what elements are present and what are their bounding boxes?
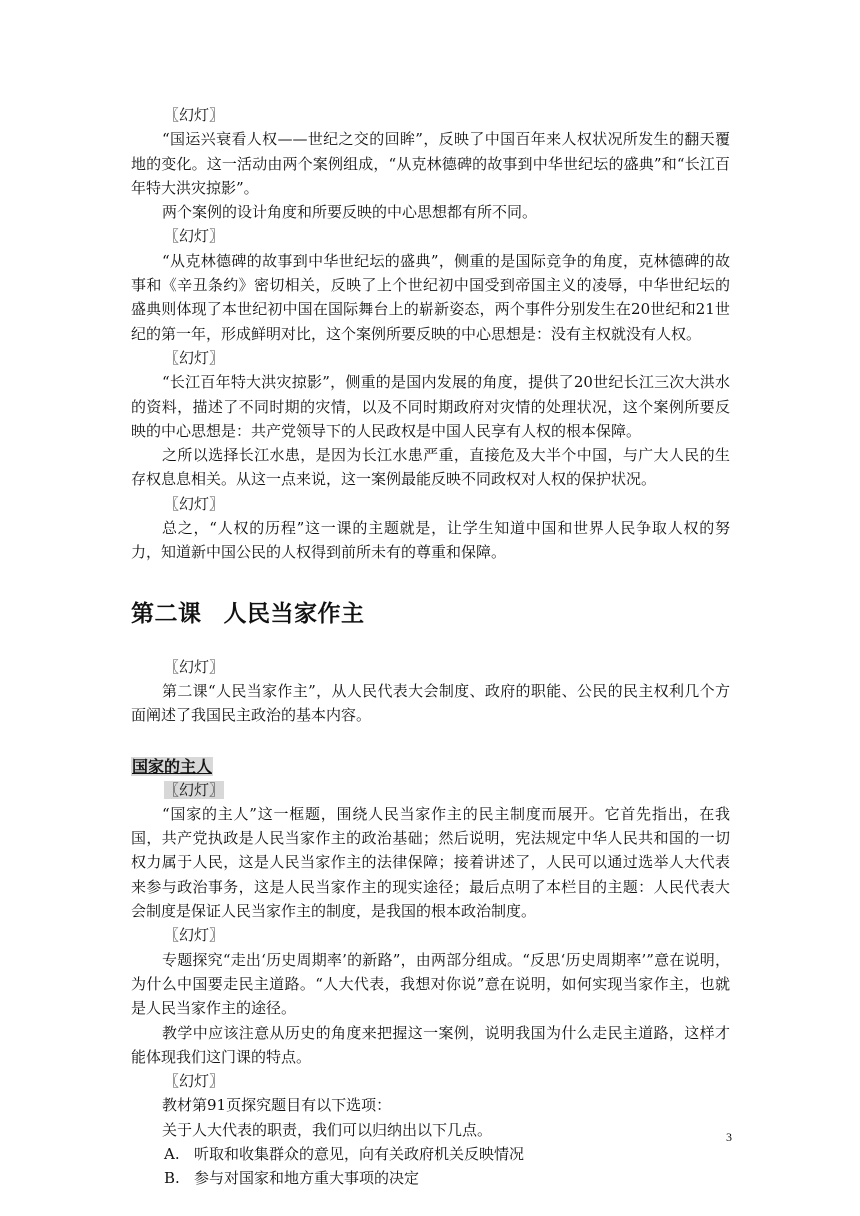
- paragraph: 两个案例的设计角度和所要反映的中心思想都有所不同。: [162, 203, 538, 222]
- paragraph: “从克林德碑的故事到中华世纪坛的盛典”，侧重的是国际竞争的角度，克林德碑的故事和《辛丑条约》密切相关，反映了上个世纪初中国受到帝国主义的凌辱，中华世纪坛的盛典则体现了本世纪初中国在国际舞台上的崭新姿态，两个事件分别发生在20世纪和21世纪的第一年，形成鲜明对比，这个案例所要反映的中心思想是：没有主权就没有人权。: [131, 251, 730, 343]
- slide-marker: [131, 923, 730, 947]
- option-item: [131, 1166, 730, 1190]
- slide-marker-text: 〖幻灯〗: [164, 494, 225, 513]
- slide-marker: [131, 103, 730, 127]
- paragraph: 教学中应该注意从历史的角度来把握这一案例，说明我国为什么走民主道路，这样才能体现我们这门课的特点。: [131, 1023, 730, 1066]
- paragraph: 专题探究“走出‘历史周期率’的新路”，由两部分组成。“反思‘历史周期率’”意在说明，为什么中国要走民主道路。“人大代表，我想对你说”意在说明，如何实现当家作主，也就是人民当家作主的途径。: [131, 950, 730, 1018]
- slide-marker-text: 〖幻灯〗: [164, 106, 225, 124]
- intro-section: [131, 103, 730, 565]
- paragraph: “长江百年特大洪灾掠影”，侧重的是国内发展的角度，提供了20世纪长江三次大洪水的资料，描述了不同时期的灾情，以及不同时期政府对灾情的处理状况，这个案例所要反映的中心思想是：共产党领导下的人民政权是中国人民享有人权的根本保障。: [131, 373, 730, 440]
- paragraph: “国运兴衰看人权——世纪之交的回眸”，反映了中国百年来人权状况所发生的翻天覆地的变化。这一活动由两个案例组成，“从克林德碑的故事到中华世纪坛的盛典”和“长江百年特大洪灾掠影”。: [131, 130, 730, 197]
- option-item: [131, 1142, 730, 1166]
- slide-marker-text: 〖幻灯〗: [164, 657, 225, 676]
- slide-marker-text: 〖幻灯〗: [164, 926, 225, 945]
- section-heading-text: 国家的主人: [132, 756, 213, 776]
- slide-marker-text: 〖幻灯〗: [164, 780, 225, 799]
- slide-marker: [131, 1069, 730, 1093]
- lesson-intro-section: [131, 655, 730, 728]
- document-page: [131, 103, 730, 1191]
- slide-marker: [131, 224, 730, 248]
- lesson-title: 人民当家作主: [223, 600, 365, 627]
- paragraph: 之所以选择长江水患，是因为长江水患严重，直接危及大半个中国，与广大人民的生存权息息相关。从这一点来说，这一案例最能反映不同政权对人权的保护状况。: [131, 446, 730, 489]
- slide-marker: [131, 346, 730, 370]
- slide-marker-text: 〖幻灯〗: [164, 227, 225, 246]
- option-letter: B.: [164, 1169, 180, 1188]
- option-letter: A.: [164, 1144, 180, 1163]
- option-text: 参与对国家和地方重大事项的决定: [194, 1169, 420, 1188]
- paragraph: 第二课“人民当家作主”，从人民代表大会制度、政府的职能、公民的民主权利几个方面阐述了我国民主政治的基本内容。: [131, 681, 730, 725]
- option-text: 听取和收集群众的意见，向有关政府机关反映情况: [194, 1144, 525, 1163]
- section-body: [131, 778, 730, 1191]
- slide-marker-text: 〖幻灯〗: [164, 1072, 225, 1091]
- lesson-heading: [131, 599, 730, 629]
- section-heading: [131, 756, 730, 778]
- lesson-number: 第二课: [131, 600, 202, 627]
- paragraph: “国家的主人”这一框题，围绕人民当家作主的民主制度而展开。它首先指出，在我国，共产党执政是人民当家作主的政治基础；然后说明，宪法规定中华人民共和国的一切权力属于人民，这是人民当家作主的法律保障；接着讲述了，人民可以通过选举人大代表来参与政治事务，这是人民当家作主的现实途径；最后点明了本栏目的主题：人民代表大会制度是保证人民当家作主的制度，是我国的根本政治制度。: [131, 804, 730, 921]
- slide-marker-text: 〖幻灯〗: [164, 348, 225, 367]
- paragraph: 教材第91页探究题目有以下选项：: [162, 1096, 392, 1115]
- paragraph: 总之，“人权的历程”这一课的主题就是，让学生知道中国和世界人民争取人权的努力，知道新中国公民的人权得到前所未有的尊重和保障。: [131, 519, 730, 562]
- page-number: 3: [726, 1130, 732, 1144]
- slide-marker: [131, 492, 730, 516]
- paragraph: 关于人大代表的职责，我们可以归纳出以下几点。: [162, 1120, 493, 1139]
- slide-marker: [131, 655, 730, 679]
- slide-marker: [131, 778, 730, 802]
